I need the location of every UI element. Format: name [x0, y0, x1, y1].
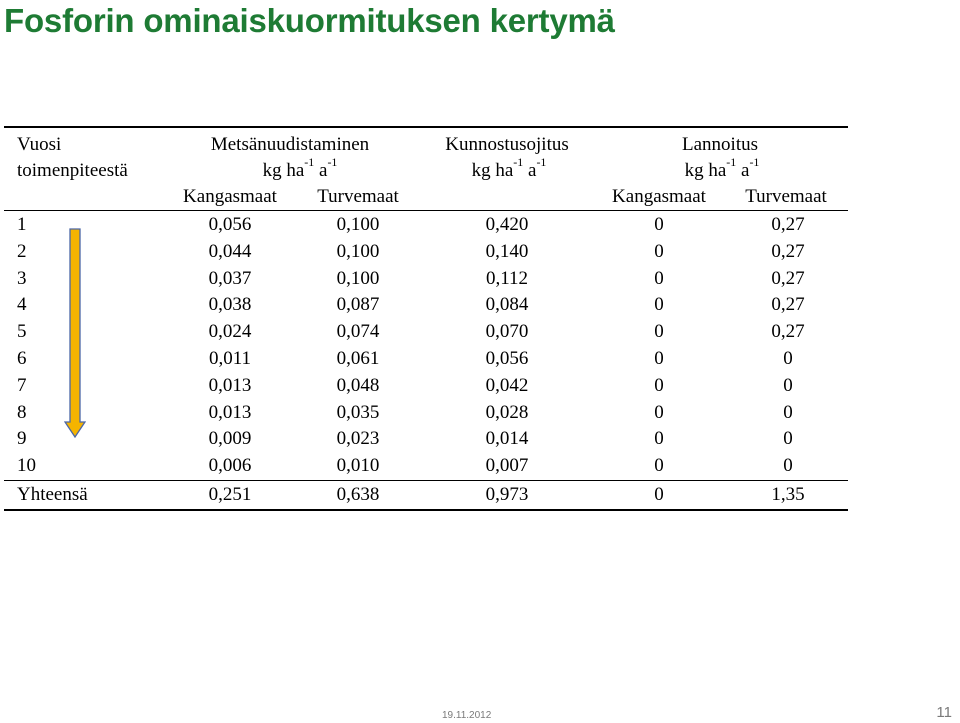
- down-arrow-icon: [64, 228, 86, 438]
- cell-lannoitus-turvemaat: 0,27: [771, 214, 805, 235]
- cell-kunnostus: 0,028: [485, 401, 529, 423]
- cell-lannoitus-kangasmaat: 0: [654, 267, 664, 289]
- cell-year: 1: [17, 214, 27, 235]
- table-row: [4, 292, 848, 319]
- subheader-turvemaat-lannoitus: Turvemaat: [745, 186, 827, 207]
- cell-lannoitus-kangasmaat: 0: [654, 401, 664, 423]
- cell-metsa-kangasmaat: 0,013: [208, 401, 252, 423]
- cell-lannoitus-kangasmaat: 0: [654, 214, 664, 235]
- total-divider: [4, 480, 848, 481]
- cell-kunnostus: 0,056: [485, 347, 529, 369]
- total-metsa-turvemaat: 0,638: [336, 483, 380, 505]
- header-row-2: [4, 155, 848, 184]
- cell-lannoitus-turvemaat: 0: [783, 401, 793, 423]
- total-metsa-kangasmaat: 0,251: [208, 483, 252, 505]
- subheader-kangasmaat-metsa: Kangasmaat: [183, 186, 277, 207]
- slide-title: Fosforin ominaiskuormituksen kertymä: [4, 2, 615, 39]
- cell-kunnostus: 0,007: [485, 455, 529, 477]
- total-lannoitus-kangasmaat: 0: [654, 483, 664, 505]
- cell-metsa-turvemaat: 0,061: [336, 347, 380, 369]
- cell-metsa-kangasmaat: 0,024: [208, 321, 252, 343]
- cell-year: 8: [17, 401, 27, 423]
- cell-lannoitus-kangasmaat: 0: [654, 374, 664, 396]
- cell-lannoitus-kangasmaat: 0: [654, 428, 664, 450]
- cell-kunnostus: 0,084: [485, 294, 529, 316]
- cell-metsa-turvemaat: 0,023: [336, 428, 380, 450]
- cell-lannoitus-kangasmaat: 0: [654, 294, 664, 316]
- header-metsanuudistaminen: Metsänuudistaminen: [210, 134, 370, 155]
- table-row: [4, 400, 848, 427]
- cell-kunnostus: 0,420: [485, 214, 529, 235]
- cell-metsa-turvemaat: 0,048: [336, 374, 380, 396]
- cell-metsa-turvemaat: 0,100: [336, 214, 380, 235]
- cell-metsa-kangasmaat: 0,056: [208, 214, 252, 235]
- cell-year: 2: [17, 240, 27, 262]
- cell-metsa-kangasmaat: 0,044: [208, 240, 252, 262]
- cell-lannoitus-turvemaat: 0: [783, 347, 793, 369]
- table-row: [4, 426, 848, 453]
- cell-metsa-kangasmaat: 0,006: [208, 455, 252, 477]
- cell-metsa-turvemaat: 0,100: [336, 267, 380, 289]
- cell-kunnostus: 0,112: [485, 267, 529, 289]
- cell-year: 6: [17, 347, 27, 369]
- total-label: Yhteensä: [17, 483, 88, 505]
- cell-year: 9: [17, 428, 27, 450]
- cell-lannoitus-turvemaat: 0: [783, 455, 793, 477]
- cell-kunnostus: 0,070: [485, 321, 529, 343]
- header-vuosi: Vuosi: [17, 134, 62, 155]
- cell-lannoitus-turvemaat: 0,27: [771, 240, 805, 262]
- cell-lannoitus-kangasmaat: 0: [654, 240, 664, 262]
- unit-kunnostus: kg $ha^{-1}$ $a^{-1}$: [471, 155, 547, 181]
- header-row-1: [4, 132, 848, 158]
- cell-year: 10: [17, 455, 36, 477]
- cell-metsa-kangasmaat: 0,011: [208, 347, 252, 369]
- page-number: 11: [936, 704, 952, 721]
- header-toimenpiteesta: toimenpiteestä: [17, 160, 128, 181]
- cell-metsa-kangasmaat: 0,038: [208, 294, 252, 316]
- table-row: [4, 453, 848, 480]
- table-row: [4, 239, 848, 266]
- unit-lannoitus: kg $ha^{-1}$ $a^{-1}$: [684, 155, 760, 181]
- cell-metsa-turvemaat: 0,087: [336, 294, 380, 316]
- cell-lannoitus-turvemaat: 0,27: [771, 294, 805, 316]
- total-kunnostus: 0,973: [485, 483, 529, 505]
- header-row-3: [4, 184, 848, 210]
- total-lannoitus-turvemaat: 1,35: [771, 483, 805, 505]
- cell-kunnostus: 0,042: [485, 374, 529, 396]
- footer-date: 19.11.2012: [442, 710, 492, 721]
- cell-year: 3: [17, 267, 27, 289]
- cell-kunnostus: 0,014: [485, 428, 529, 450]
- cell-metsa-kangasmaat: 0,013: [208, 374, 252, 396]
- table-row: [4, 319, 848, 346]
- header-lannoitus: Lannoitus: [682, 134, 758, 155]
- cell-lannoitus-turvemaat: 0,27: [771, 321, 805, 343]
- header-kunnostusojitus: Kunnostusojitus: [445, 134, 569, 155]
- cell-lannoitus-kangasmaat: 0: [654, 347, 664, 369]
- cell-year: 4: [17, 294, 27, 316]
- table-row: [4, 346, 848, 373]
- header-divider: [4, 210, 848, 211]
- table-row: [4, 373, 848, 400]
- cell-lannoitus-kangasmaat: 0: [654, 321, 664, 343]
- cell-metsa-kangasmaat: 0,037: [208, 267, 252, 289]
- cell-metsa-turvemaat: 0,074: [336, 321, 380, 343]
- cell-lannoitus-turvemaat: 0,27: [771, 267, 805, 289]
- table-row: [4, 212, 848, 239]
- phosphorus-table: [4, 126, 848, 511]
- table-body: [4, 212, 848, 480]
- cell-lannoitus-turvemaat: 0: [783, 428, 793, 450]
- total-row: [4, 482, 848, 509]
- cell-year: 7: [17, 374, 27, 396]
- subheader-turvemaat-metsa: Turvemaat: [317, 186, 399, 207]
- table-row: [4, 266, 848, 293]
- cell-lannoitus-kangasmaat: 0: [654, 455, 664, 477]
- cell-year: 5: [17, 321, 27, 343]
- cell-metsa-kangasmaat: 0,009: [208, 428, 252, 450]
- cell-lannoitus-turvemaat: 0: [783, 374, 793, 396]
- cell-metsa-turvemaat: 0,100: [336, 240, 380, 262]
- cell-metsa-turvemaat: 0,035: [336, 401, 380, 423]
- unit-metsa: kg $ha^{-1}$ $a^{-1}$: [262, 155, 338, 181]
- cell-metsa-turvemaat: 0,010: [336, 455, 380, 477]
- cell-kunnostus: 0,140: [485, 240, 529, 262]
- subheader-kangasmaat-lannoitus: Kangasmaat: [612, 186, 706, 207]
